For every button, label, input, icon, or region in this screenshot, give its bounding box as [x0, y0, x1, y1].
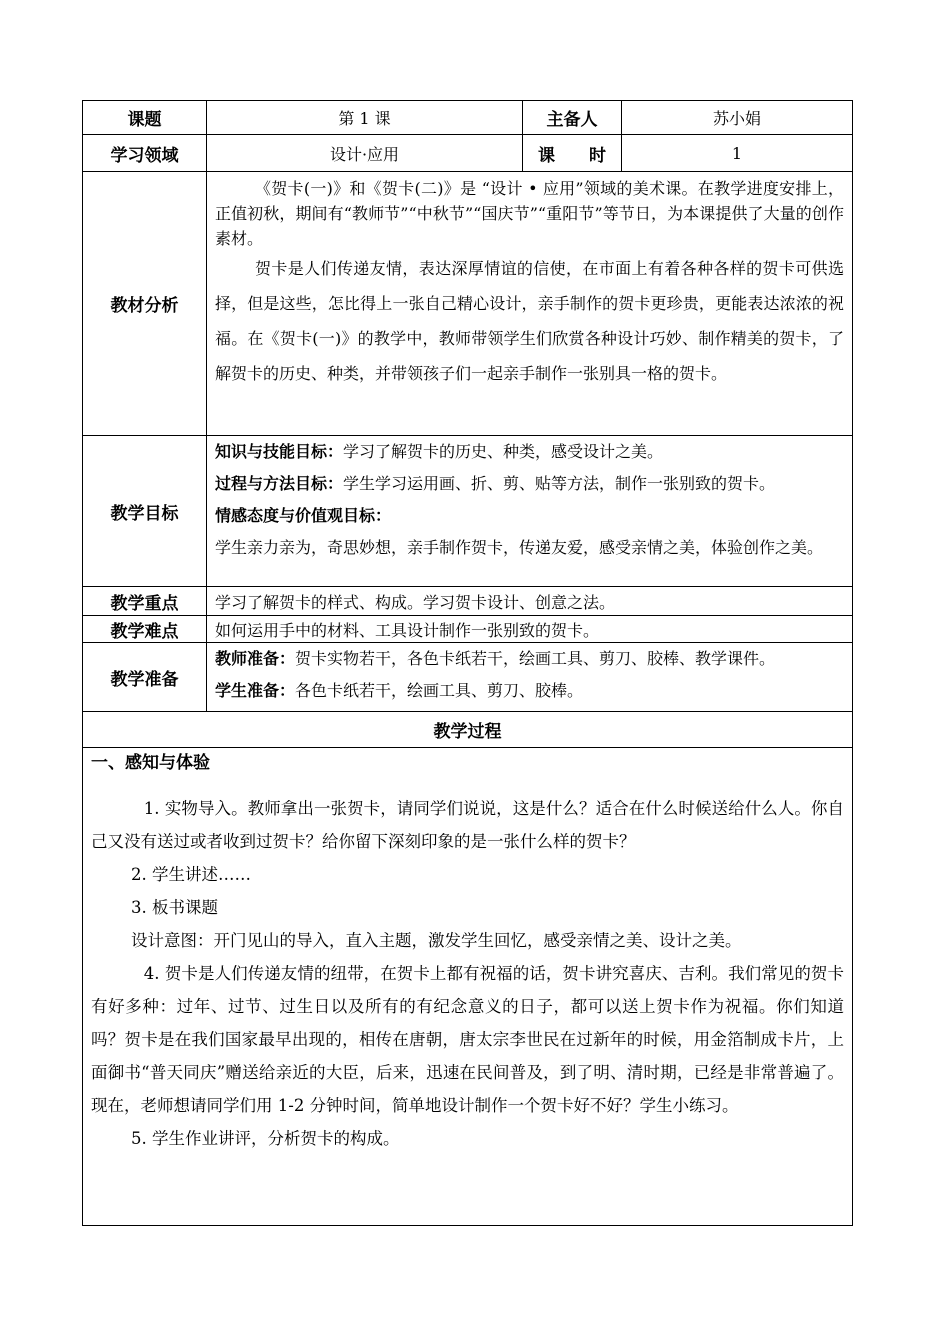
preparation-student-label: 学生准备：: [215, 681, 296, 700]
objectives-label: 教学目标: [83, 436, 207, 587]
preparation-teacher: [215, 643, 844, 675]
analysis-content: [207, 172, 853, 436]
analysis-para-1: 《贺卡(一)》和《贺卡(二)》是 “设计 • 应用”领域的美术课。在教学进度安排上，正值初秋，期间有“教师节”“中秋节”“国庆节”“重阳节”等节日，为本课提供了大量的创作素材。: [215, 179, 844, 248]
key-points-label: 教学重点: [83, 587, 207, 616]
process-item-3: 3. 板书课题: [131, 898, 218, 917]
preparation-teacher-label: 教师准备：: [215, 649, 296, 668]
process-item-1: 1. 实物导入。教师拿出一张贺卡，请同学们说说，这是什么？适合在什么时候送给什么人。你自己又没有送过或者收到过贺卡？给你留下深刻印象的是一张什么样的贺卡？: [91, 799, 844, 851]
design-intent: 设计意图：开门见山的导入，直入主题，激发学生回忆，感受亲情之美、设计之美。: [131, 931, 742, 950]
row-objectives: [83, 436, 853, 587]
objective-emotion-text: 学生亲力亲为，奇思妙想，亲手制作贺卡，传递友爱，感受亲情之美，体验创作之美。: [215, 538, 824, 557]
process-item-2: 2. 学生讲述……: [131, 865, 251, 884]
analysis-para-2: 贺卡是人们传递友情，表达深厚情谊的信使，在市面上有着各种各样的贺卡可供选择，但是这些，怎比得上一张自己精心设计，亲手制作的贺卡更珍贵，更能表达浓浓的祝福。在《贺卡(一)》的教学中，教师带领学生们欣赏各种设计巧妙、制作精美的贺卡，了解贺卡的历史、种类，并带领孩子们一起亲手制作一张别具一格的贺卡。: [215, 259, 844, 383]
preparation-teacher-text: 贺卡实物若干，各色卡纸若干，绘画工具、剪刀、胶棒、教学课件。: [295, 649, 776, 668]
row-preparation: [83, 643, 853, 712]
objective-emotion-label: 情感态度与价值观目标：: [215, 506, 392, 525]
topic-label: 课题: [83, 101, 207, 135]
row-key-points: [83, 587, 853, 616]
difficulties-label: 教学难点: [83, 616, 207, 643]
process-body: [83, 748, 853, 1226]
domain-value: 设计·应用: [207, 135, 523, 172]
preparation-student-text: 各色卡纸若干，绘画工具、剪刀、胶棒。: [295, 681, 584, 700]
section-1-title: 一、感知与体验: [91, 753, 210, 773]
objective-knowledge-text: 学习了解贺卡的历史、种类，感受设计之美。: [343, 442, 664, 461]
preparer-label: 主备人: [523, 101, 622, 135]
row-topic: [83, 101, 853, 135]
row-process-body: [83, 748, 853, 1226]
preparation-student: [215, 675, 844, 707]
objective-process: [215, 468, 844, 500]
analysis-label: 教材分析: [83, 172, 207, 436]
row-analysis: [83, 172, 853, 436]
row-process-title: [83, 712, 853, 748]
process-title: 教学过程: [83, 712, 853, 748]
domain-label: 学习领域: [83, 135, 207, 172]
topic-value: 第 1 课: [207, 101, 523, 135]
hours-value: 1: [622, 135, 853, 172]
lesson-plan-table: [82, 100, 853, 1226]
preparation-label: 教学准备: [83, 643, 207, 712]
objective-knowledge-label: 知识与技能目标：: [215, 442, 344, 461]
hours-label: 课 时: [523, 135, 622, 172]
preparation-content: [207, 643, 853, 712]
process-item-4: 4. 贺卡是人们传递友情的纽带，在贺卡上都有祝福的话，贺卡讲究喜庆、吉利。我们常见的贺卡有好多种：过年、过节、过生日以及所有的有纪念意义的日子，都可以送上贺卡作为祝福。你们知道吗？贺卡是在我们国家最早出现的，相传在唐朝，唐太宗李世民在过新年的时候，用金箔制成卡片，上面御书“普天同庆”赠送给亲近的大臣，后来，迅速在民间普及，到了明、清时期，已经是非常普遍了。现在，老师想请同学们用 1-2 分钟时间，简单地设计制作一个贺卡好不好？学生小练习。: [91, 964, 844, 1115]
key-points-text: 学习了解贺卡的样式、构成。学习贺卡设计、创意之法。: [207, 587, 853, 616]
row-domain: [83, 135, 853, 172]
objective-process-text: 学生学习运用画、折、剪、贴等方法，制作一张别致的贺卡。: [343, 474, 776, 493]
preparer-value: 苏小娟: [622, 101, 853, 135]
objectives-content: [207, 436, 853, 587]
objective-process-label: 过程与方法目标：: [215, 474, 344, 493]
difficulties-text: 如何运用手中的材料、工具设计制作一张别致的贺卡。: [207, 616, 853, 643]
objective-knowledge: [215, 436, 844, 468]
process-item-5: 5. 学生作业讲评，分析贺卡的构成。: [131, 1129, 400, 1148]
row-difficulties: [83, 616, 853, 643]
